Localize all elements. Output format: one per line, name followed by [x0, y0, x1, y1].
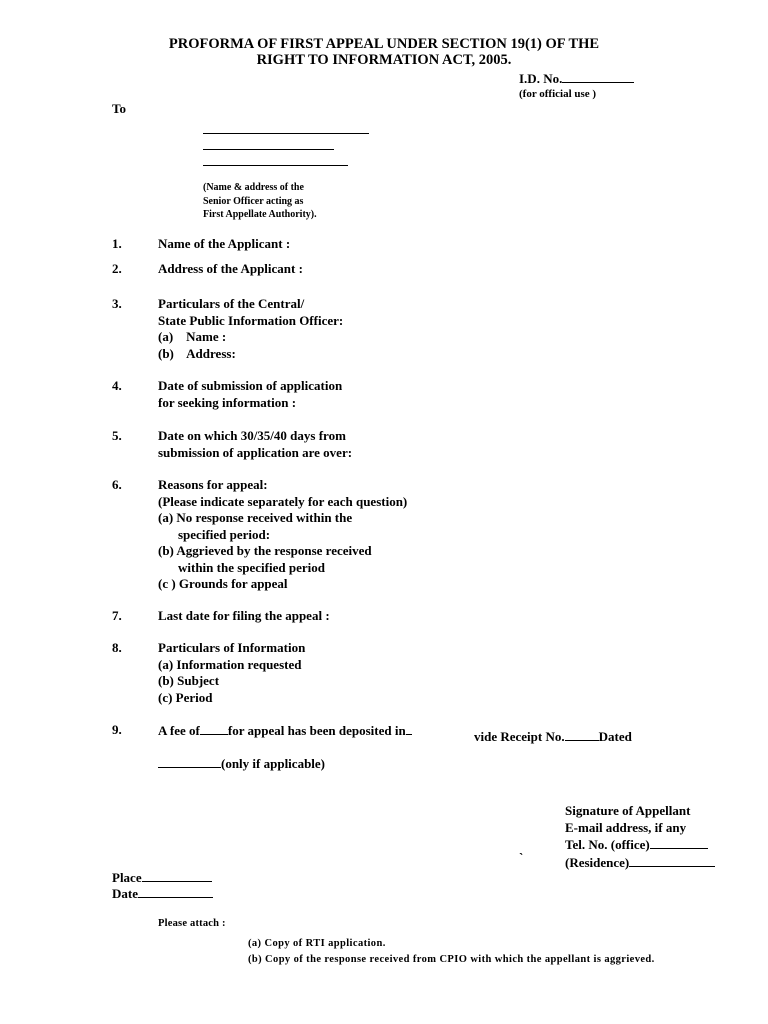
item-3-line1: Particulars of the Central/ [158, 296, 305, 311]
item-8-number: 8. [112, 640, 122, 655]
item-7-line1: Last date for filing the appeal : [158, 608, 330, 623]
receipt-field [474, 728, 632, 746]
applicable-field [158, 755, 325, 773]
tel-office-field [565, 836, 715, 854]
item-9-number: 9. [112, 722, 122, 737]
fee-deposit-text: for appeal has been deposited in [227, 723, 406, 738]
item-6-line5: (b) Aggrieved by the response received [158, 543, 372, 558]
receipt-label: vide Receipt No. [474, 729, 565, 744]
item-2-line1: Address of the Applicant : [158, 261, 303, 276]
signature-label: Signature of Appellant [565, 803, 691, 818]
item-6-line2: (Please indicate separately for each question) [158, 493, 408, 509]
tel-office-label: Tel. No. (office) [565, 837, 650, 852]
date-blank [138, 885, 213, 898]
item-5-line1: Date on which 30/35/40 days from [158, 428, 346, 443]
form-title-line1: PROFORMA OF FIRST APPEAL UNDER SECTION 19(1) OF THE [168, 36, 600, 52]
signature-block [565, 803, 715, 871]
item-7-text [158, 608, 330, 625]
item-1-line1: Name of the Applicant : [158, 236, 291, 251]
item-5-text [158, 428, 352, 461]
to-label: To [112, 101, 126, 116]
authority-note-line3: First Appellate Authority). [203, 209, 317, 220]
dated-label: Dated [598, 729, 632, 744]
item-6-line6: within the specified period [178, 559, 325, 575]
item-3-line3: (a) Name : [158, 329, 227, 344]
place-field [112, 869, 212, 887]
item-3-line4: (b) Address: [158, 345, 236, 361]
item-5-line2: submission of application are over: [158, 444, 353, 460]
item-6-line3: (a) No response received within the [158, 510, 353, 525]
form-title-line2: RIGHT TO INFORMATION ACT, 2005. [256, 52, 512, 68]
fee-blank [200, 722, 228, 735]
address-line-3 [203, 165, 348, 166]
item-2-text [158, 261, 303, 278]
id-number-field [519, 70, 634, 88]
item-3-text [158, 296, 343, 362]
email-label: E-mail address, if any [565, 819, 687, 835]
item-8-line2: (a) Information requested [158, 656, 302, 672]
item-3-line2: State Public Information Officer: [158, 312, 344, 328]
tel-residence-field [565, 854, 715, 872]
id-number-blank [562, 70, 634, 83]
item-8-text [158, 640, 305, 706]
item-8-line4: (c) Period [158, 689, 213, 705]
attach-item-b: (b) Copy of the response received from CPIO with which the appellant is aggrieved. [248, 954, 655, 965]
date-label: Date [112, 886, 138, 901]
id-number-label: I.D. No. [519, 71, 563, 86]
item-4-text [158, 378, 342, 411]
item-7-number: 7. [112, 608, 122, 623]
item-6-line1: Reasons for appeal: [158, 477, 268, 492]
attach-item-a: (a) Copy of RTI application. [248, 938, 386, 949]
item-6-number: 6. [112, 477, 122, 492]
item-2-number: 2. [112, 261, 122, 276]
address-line-2 [203, 149, 334, 150]
item-1-text [158, 236, 290, 253]
item-8-line1: Particulars of Information [158, 640, 306, 655]
deposit-blank [406, 722, 412, 735]
fee-label: A fee of [158, 723, 200, 738]
item-1-number: 1. [112, 236, 122, 251]
item-6-line7: (c ) Grounds for appeal [158, 576, 288, 591]
tick-mark: ` [519, 850, 524, 865]
address-line-1 [203, 133, 369, 134]
tel-office-blank [650, 836, 708, 849]
item-4-number: 4. [112, 378, 122, 393]
official-use-note: (for official use ) [519, 88, 597, 100]
applicable-note: (only if applicable) [221, 756, 326, 771]
tel-residence-label: (Residence) [565, 854, 630, 870]
date-field [112, 885, 213, 903]
place-label: Place [112, 870, 142, 885]
receipt-blank [565, 728, 599, 741]
authority-note [203, 181, 317, 222]
tel-residence-blank [629, 854, 715, 867]
item-9-text [158, 722, 412, 740]
place-blank [142, 869, 212, 882]
authority-note-line1: (Name & address of the [203, 182, 304, 193]
item-4-line1: Date of submission of application [158, 378, 343, 393]
item-5-number: 5. [112, 428, 122, 443]
item-4-line2: for seeking information : [158, 394, 297, 410]
item-3-number: 3. [112, 296, 122, 311]
item-8-line3: (b) Subject [158, 673, 220, 688]
item-6-line4: specified period: [178, 526, 271, 542]
attach-label: Please attach : [158, 918, 226, 929]
item-6-text [158, 477, 407, 593]
authority-note-line2: Senior Officer acting as [203, 195, 304, 207]
applicable-blank [158, 755, 221, 768]
